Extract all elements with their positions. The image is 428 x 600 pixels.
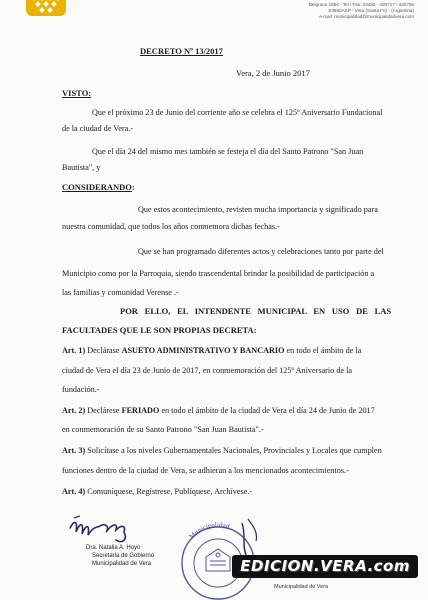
article-2-label: Art. 2)	[62, 406, 86, 415]
considerando-paragraph-2-line-1: Que se han programado diferentes actos y celebraciones tanto por parte del	[138, 247, 384, 256]
signatory-name: Dra. Natalia A. Hoyo	[86, 545, 141, 551]
article-1-line-3: fundación.-	[62, 385, 100, 394]
article-1-label: Art. 1)	[62, 346, 86, 355]
edicion-vera-watermark	[232, 555, 418, 578]
article-2-bold: FERIADO	[121, 406, 160, 415]
resolution-colon: :	[253, 325, 257, 335]
article-3-line-1	[62, 444, 382, 457]
considerando-paragraph-1-line-1: Que estos acontecimiento, revisten mucha importancia y significado para	[138, 205, 378, 214]
article-3-label: Art. 3)	[62, 446, 86, 455]
article-1-line-1	[62, 344, 361, 357]
visto-heading: VISTO:	[62, 88, 92, 98]
article-4-label: Art. 4)	[62, 487, 86, 496]
letterhead-contact	[264, 2, 414, 20]
article-4-line-1	[62, 485, 252, 498]
considerando-paragraph-2-line-2: Municipio como por la Parroquia, siendo trascendental brindar la posibilidad de participación a	[62, 269, 375, 278]
visto-paragraph-1-line-2: de la ciudad de Vera.-	[62, 124, 133, 133]
resolution-line-1: POR ELLO, EL INTENDENTE MUNICIPAL EN USO DE LAS	[120, 306, 392, 316]
considerando-paragraph-2-line-3: las familias y comunidad Verense .-	[62, 288, 179, 297]
watermark-text: EDICION.VERA.com	[240, 557, 410, 575]
article-3-line-2: funciones dentro de la ciudad de Vera, se adhieran a los mencionados acontecimientos.-	[62, 466, 349, 475]
signatory-institution: Municipalidad de Vera	[92, 561, 152, 567]
signatory-role: Secretaria de Gobierno	[92, 553, 155, 559]
considerando-colon: :	[131, 182, 135, 192]
handwritten-signature	[66, 510, 156, 546]
svg-text:Municipalidad	[187, 521, 230, 541]
visto-paragraph-1-line-1: Que el próximo 23 de Junio del corriente año se celebra el 125º Aniversario Fundacional	[92, 108, 383, 117]
article-1-bold: ASUETO ADMINISTRATIVO Y BANCARIO	[121, 346, 285, 355]
article-1-intro: Declárase	[85, 346, 122, 355]
letterhead-email: e-mail: municipalidad@municipalidadvera.com	[319, 14, 414, 19]
resolution-line-2	[62, 325, 257, 335]
article-1-line-2: ciudad de Vera el día 23 de Junio de 2017, en conmemoración del 125º Aniversario de la	[62, 366, 352, 375]
article-1-rest: en todo el ámbito de la	[284, 346, 362, 355]
article-3-text: Solicítase a los niveles Gubernamentales Nacionales, Provinciales y Locales que cumplen	[85, 446, 382, 455]
article-2-line-1	[62, 404, 375, 417]
considerando-heading	[62, 182, 135, 192]
decree-date: Vera, 2 de Junio 2017	[236, 68, 310, 78]
decree-title: DECRETO Nº 13/2017	[140, 46, 223, 56]
letterhead-city: S3550ASP - Vera (Santa Fe) - (Argentina)	[328, 8, 414, 13]
article-2-line-2: en conmemoración de su Santo Patrono "San Juan Bautista".-	[62, 425, 264, 434]
article-2-rest: en todo el ámbito de la ciudad de Vera el día 24 de Junio de 2017	[159, 406, 375, 415]
municipal-logo-icon	[26, 0, 66, 16]
visto-paragraph-2-line-2: Bautista", y	[62, 163, 101, 172]
considerando-heading-text: CONSIDERANDO	[62, 182, 132, 192]
visto-paragraph-2-line-1: Que el día 24 del mismo mes también se festeja el día del Santo Patrono "San Juan	[92, 147, 364, 156]
letterhead-address: Belgrano 1654 - Tel / Fax: 03483 - 420717 / 420796	[308, 2, 414, 7]
article-2-intro: Declárese	[85, 406, 122, 415]
considerando-paragraph-1-line-2: nuestra comunidad, que todos los años conmemora dichas fechas.-	[62, 222, 280, 231]
watermark-subtext: Municipalidad de Vera	[274, 584, 329, 590]
resolution-line-2-text: FACULTADES QUE LE SON PROPIAS DECRETA	[62, 325, 254, 335]
stamp-text: Municipalidad	[187, 520, 231, 541]
article-4-text: Comuníquese, Regístrese, Publíquese, Archívese.-	[85, 487, 253, 496]
